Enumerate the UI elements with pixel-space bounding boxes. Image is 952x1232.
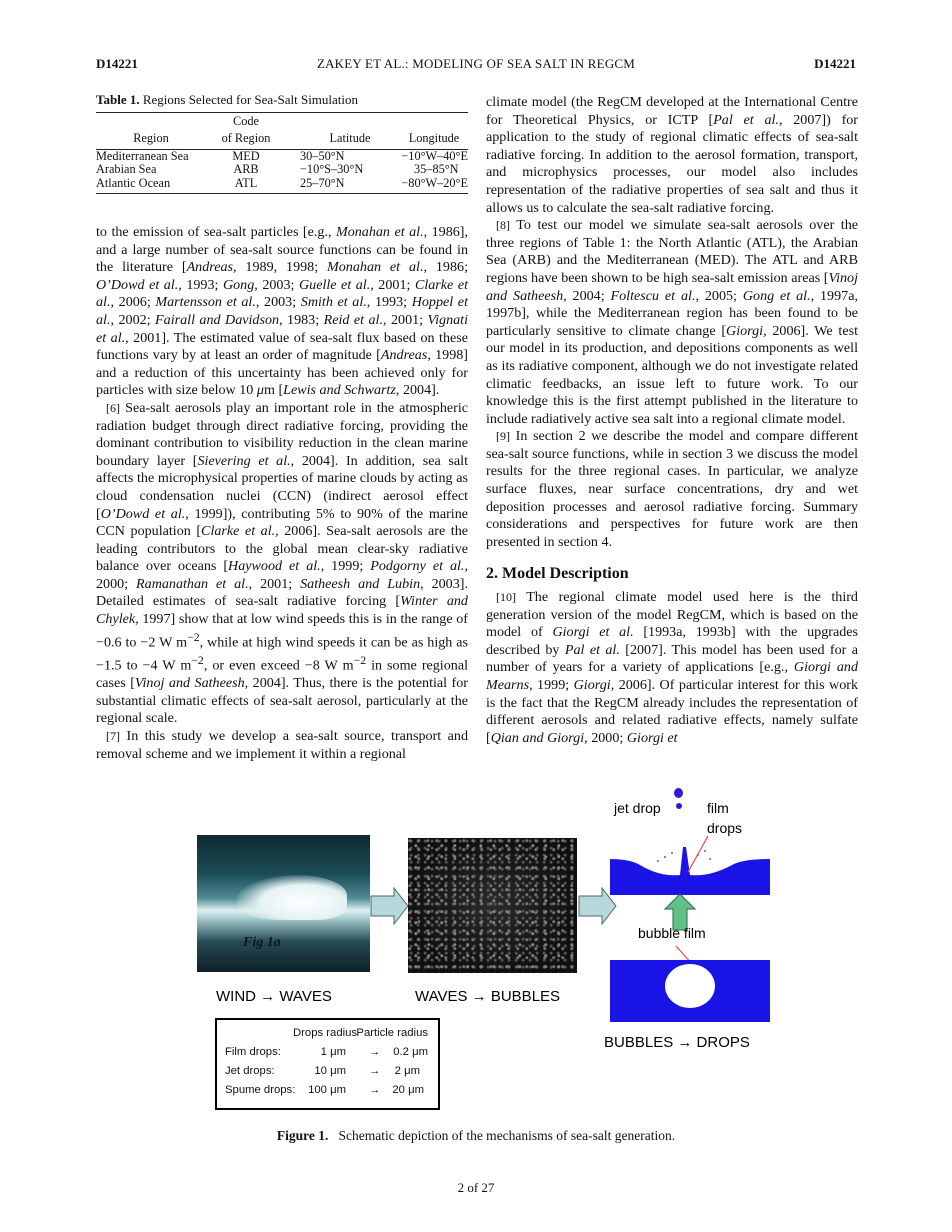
wave-crest xyxy=(237,875,347,920)
paragraph-10: [10] The regional climate model used here is the third generation version of the model RegCM, which is based on the model of Giorgi et al. [1993a, 1993b] with the upgrades described by Pal et al. [2007]. This model has been used for a number of years for a variety of applications [e.g., Giorgi and Mearns, 1999; Giorgi, 2006]. Of particular interest for this work is the fact that the RegCM already includes the representation of different aerosols and related radiative effects, namely sulfate [Qian and Giorgi, 2000; Giorgi et xyxy=(486,589,859,746)
th-region-empty xyxy=(96,113,206,131)
th-code-top: Code xyxy=(206,113,286,131)
table-caption-text: Regions Selected for Sea-Salt Simulation xyxy=(142,92,359,107)
particle-radius: 0.2 μm xyxy=(393,1046,428,1058)
arrow-icon: → xyxy=(369,1084,381,1096)
bubbles-photo xyxy=(408,838,577,973)
th-latitude: Latitude xyxy=(286,130,400,149)
cell-region: Atlantic Ocean xyxy=(96,177,206,194)
figure-label: Figure 1. xyxy=(276,1128,329,1143)
drop-radius: 1 μm xyxy=(320,1046,346,1058)
cell-longitude: −80°W–20°E xyxy=(400,177,468,194)
bubble-film-label: bubble film xyxy=(638,925,706,941)
particle-radius: 20 μm xyxy=(392,1084,424,1096)
th-region: Region xyxy=(96,130,206,149)
regions-table xyxy=(96,112,468,194)
particle-radius: 2 μm xyxy=(394,1065,420,1077)
paragraph-8: [8] To test our model we simulate sea-salt aerosols over the three regions of Table 1: the North Atlantic (ATL), the Arabian Sea (ARB) and the Mediterranean (MED). The ATL and ARB regions have been shown to be high sea-salt emission areas [Vinoj and Satheesh, 2004; Foltescu et al., 2005; Gong et al., 1997a, 1997b], while the Mediterranean region has been found to be particularly sensitive to climate change [Giorgi, 2006]. We test our model in its production, and depositions components as well as its radiative component, although we do not investigate related climatic feedbacks, an issue left to future work. To our knowledge this is the first attempt published in the literature to include radiatively active sea salt into a regional climate model. xyxy=(486,217,859,427)
paragraph-9: [9] In section 2 we describe the model and compare different sea-salt source functions, while in section 3 we discuss the model results for the three regional cases. In particular, we analyze surface fluxes, near surface concentrations, dry and wet deposition processes and aerosol radiative forcing. Summary considerations and perspectives for future work are then presented in section 4. xyxy=(486,428,858,550)
drops-table-row xyxy=(223,1062,432,1081)
table-row xyxy=(96,149,468,163)
paragraph-6: [6] Sea-salt aerosols play an important role in the atmospheric radiation budget through direct radiative forcing, providing the dominant contribution to visibility reduction in the clean marine boundary layer [Sievering et al., 2004]. In addition, sea salt affects the microphysical properties of marine clouds by acting as cloud condensation nuclei (CCN) (indirect aerosol effect [O’Dowd et al., 1999]), contributing 5% to 90% of the marine CCN population [Clarke et al., 2006]. Sea-salt aerosols are the leading contributors to the global mean clear-sky radiative balance over oceans [Haywood et al., 1999; Podgorny et al., 2000; Ramanathan et al., 2001; Satheesh and Lubin, 2003]. Detailed estimates of sea-salt radiative forcing [Winter and Chylek, 1997] show that at low wind speeds this is in the range of −0.6 to −2 W $m^{-2}$, while at high wind speeds it can be as high as −1.5 to −4 W $m^{-2}$, or even exceed −8 W $m^{-2}$ in some regional cases [Vinoj and Satheesh, 2004]. Thus, there is the potential for substantial climatic effects of sea-salt aerosol, particularly at the regional scale. xyxy=(96,399,469,727)
cell-longitude: 35–85°N xyxy=(414,162,459,177)
paragraph-right-continued: climate model (the RegCM developed at the International Centre for Theoretical Physics, or ICTP [Pal et al., 2007]) for application to the study of regional climatic effects of sea-salt radiative forcing. In addition to the aerosol formation, transport, and microphysics processes, our model also includes representation of the radiative properties of sea salt and thus it allows us to calculate the sea-salt radiative forcing. xyxy=(486,94,859,216)
page-number: 2 of 27 xyxy=(457,1180,495,1195)
cell-latitude: −10°S–30°N xyxy=(300,162,364,177)
arrow-icon: → xyxy=(369,1046,381,1058)
cell-code: MED xyxy=(232,148,260,163)
table-row xyxy=(96,177,468,194)
drops-table-header xyxy=(223,1024,432,1043)
cell-code: ATL xyxy=(206,177,286,194)
drops-table-row xyxy=(223,1043,432,1062)
left-column xyxy=(96,224,468,763)
header-right-id: D14221 xyxy=(814,56,856,71)
cell-region: Mediterranean Sea xyxy=(96,148,189,163)
figure-caption xyxy=(0,1128,952,1144)
jet-drop-icon xyxy=(674,788,683,798)
right-arrow-icon xyxy=(370,887,410,925)
drop-type: Film drops: xyxy=(225,1046,281,1058)
th-code-bottom: of Region xyxy=(206,130,286,149)
drops-radius-table xyxy=(215,1018,440,1110)
cell-latitude: 25–70°N xyxy=(286,177,400,194)
paragraph-7: [7] In this study we develop a sea-salt source, transport and removal scheme and we implement it within a regional xyxy=(96,728,468,762)
cell-region: Arabian Sea xyxy=(96,162,157,177)
film-pointer-line xyxy=(686,834,710,874)
table-row xyxy=(96,163,468,176)
right-column xyxy=(486,94,858,747)
cell-longitude: −10°W–40°E xyxy=(401,148,468,163)
table-1 xyxy=(96,92,468,194)
jet-drop-icon xyxy=(676,803,682,809)
figure-1 xyxy=(0,770,952,1150)
bubble-diagram xyxy=(610,960,770,1022)
drops-label: drops xyxy=(707,820,743,836)
drops-radius-header: Drops radius xyxy=(293,1027,358,1039)
figure-caption-text: Schematic depiction of the mechanisms of sea-salt generation. xyxy=(338,1128,676,1143)
cell-code: ARB xyxy=(233,162,259,177)
photo-label: Fig 1a xyxy=(243,935,281,950)
paragraph-intro-continued: to the emission of sea-salt particles [e.g., Monahan et al., 1986], and a large number of sea-salt source functions can be found in the literature [Andreas, 1989, 1998; Monahan et al., 1986; O’Dowd et al., 1993; Gong, 2003; Guelle et al., 2001; Clarke et al., 2006; Martensson et al., 2003; Smith et al., 1993; Hoppel et al., 2002; Fairall and Davidson, 1983; Reid et al., 2001; Vignati et al., 2001]. The estimated value of sea-salt flux based on these functions vary by at least an order of magnitude [Andreas, 1998] and a reduction of this uncertainty has been achieved only for particles with size below 10 μm [Lewis and Schwartz, 2004]. xyxy=(96,224,468,399)
section-2-title: 2. Model Description xyxy=(486,565,629,583)
drop-type: Jet drops: xyxy=(225,1065,275,1077)
waves-bubbles-label: WAVES → BUBBLES xyxy=(415,988,561,1005)
th-longitude: Longitude xyxy=(400,130,468,149)
particle-radius-header: Particle radius xyxy=(356,1027,428,1039)
drop-type: Spume drops: xyxy=(225,1084,296,1096)
drop-radius: 10 μm xyxy=(314,1065,346,1077)
drops-table-row xyxy=(223,1081,432,1100)
jet-drop-label: jet drop xyxy=(614,800,661,816)
wind-waves-label: WIND → WAVES xyxy=(216,988,332,1005)
arrow-icon: → xyxy=(369,1065,381,1077)
table-caption xyxy=(96,92,468,108)
header-left-id: D14221 xyxy=(96,56,138,71)
film-label: film xyxy=(707,800,729,816)
th-lat-empty xyxy=(286,113,400,131)
drop-radius: 100 μm xyxy=(308,1084,346,1096)
th-lon-empty xyxy=(400,113,468,131)
table-label: Table 1. xyxy=(96,92,140,107)
running-title: ZAKEY ET AL.: MODELING OF SEA SALT IN REGCM xyxy=(316,56,636,71)
cell-latitude: 30–50°N xyxy=(300,148,345,163)
bubbles-drops-label: BUBBLES → DROPS xyxy=(604,1034,750,1051)
breaking-wave-photo xyxy=(197,835,370,972)
